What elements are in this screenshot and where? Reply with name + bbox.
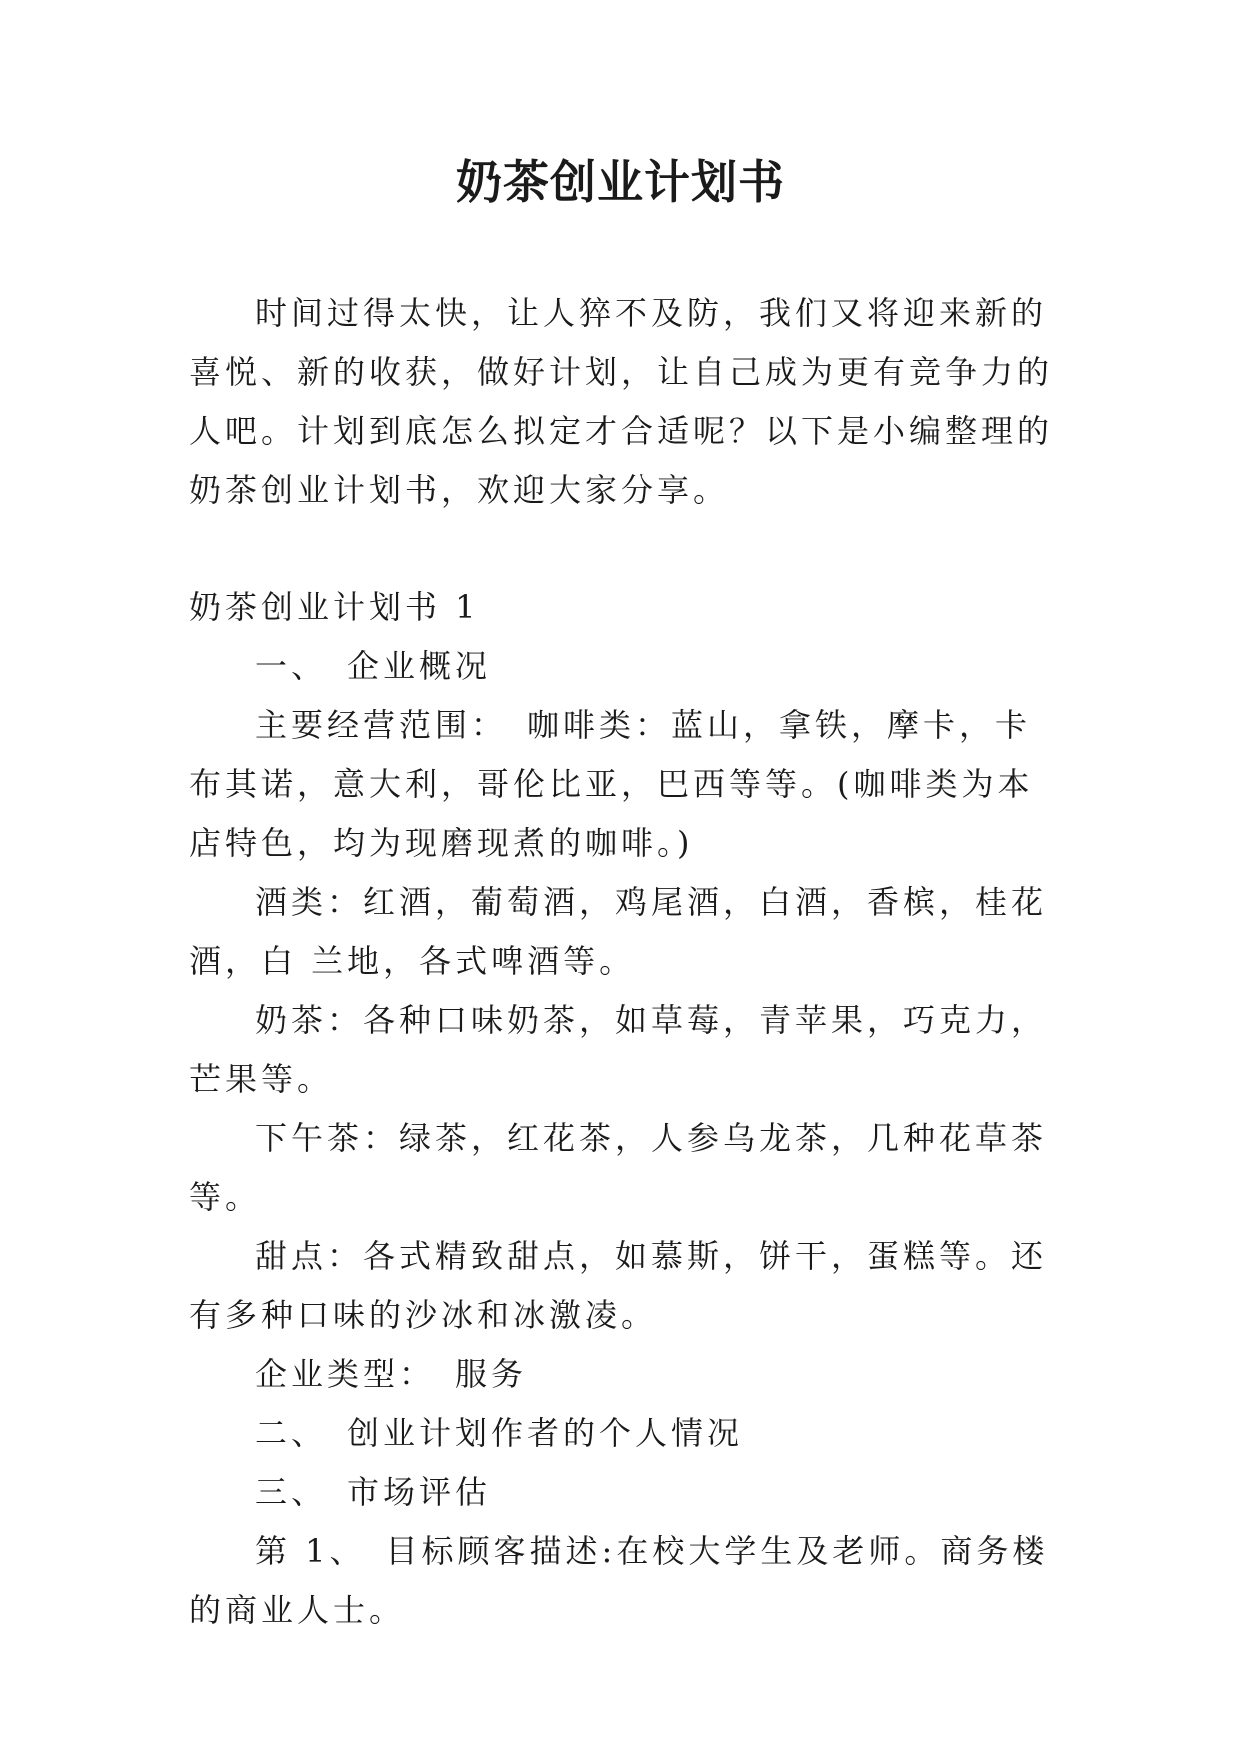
paragraph-author-info: 二、 创业计划作者的个人情况 <box>255 1414 744 1452</box>
paragraph-market-assessment: 三、 市场评估 <box>255 1473 492 1511</box>
document-body <box>189 284 1057 1640</box>
paragraph-enterprise-type: 企业类型： 服务 <box>255 1355 528 1393</box>
section-heading: 奶茶创业计划书 1 <box>189 588 480 626</box>
paragraph-business-scope: 主要经营范围： 咖啡类：蓝山，拿铁，摩卡，卡布其诺，意大利，哥伦比亚，巴西等等。(咖啡类为本店特色，均为现磨现煮的咖啡。) <box>189 706 1034 862</box>
intro-paragraph: 时间过得太快，让人猝不及防，我们又将迎来新的喜悦、新的收获，做好计划，让自己成为更有竞争力的人吧。计划到底怎么拟定才合适呢？以下是小编整理的奶茶创业计划书，欢迎大家分享。 <box>189 294 1054 509</box>
paragraph-alcohol: 酒类：红酒，葡萄酒，鸡尾酒，白酒，香槟，桂花酒，白 兰地，各式啤酒等。 <box>189 883 1048 980</box>
paragraph-desserts: 甜点：各式精致甜点，如慕斯，饼干，蛋糕等。还有多种口味的沙冰和冰激凌。 <box>189 1237 1048 1334</box>
paragraph-target-customers: 第 1、 目标顾客描述:在校大学生及老师。商务楼的商业人士。 <box>189 1532 1049 1629</box>
paragraph-enterprise-overview: 一、 企业概况 <box>255 647 492 685</box>
paragraph-afternoon-tea: 下午茶：绿茶，红花茶，人参乌龙茶，几种花草茶等。 <box>189 1119 1048 1216</box>
document-title: 奶茶创业计划书 <box>456 155 785 209</box>
paragraph-milk-tea: 奶茶：各种口味奶茶，如草莓，青苹果，巧克力，芒果等。 <box>189 1001 1048 1098</box>
